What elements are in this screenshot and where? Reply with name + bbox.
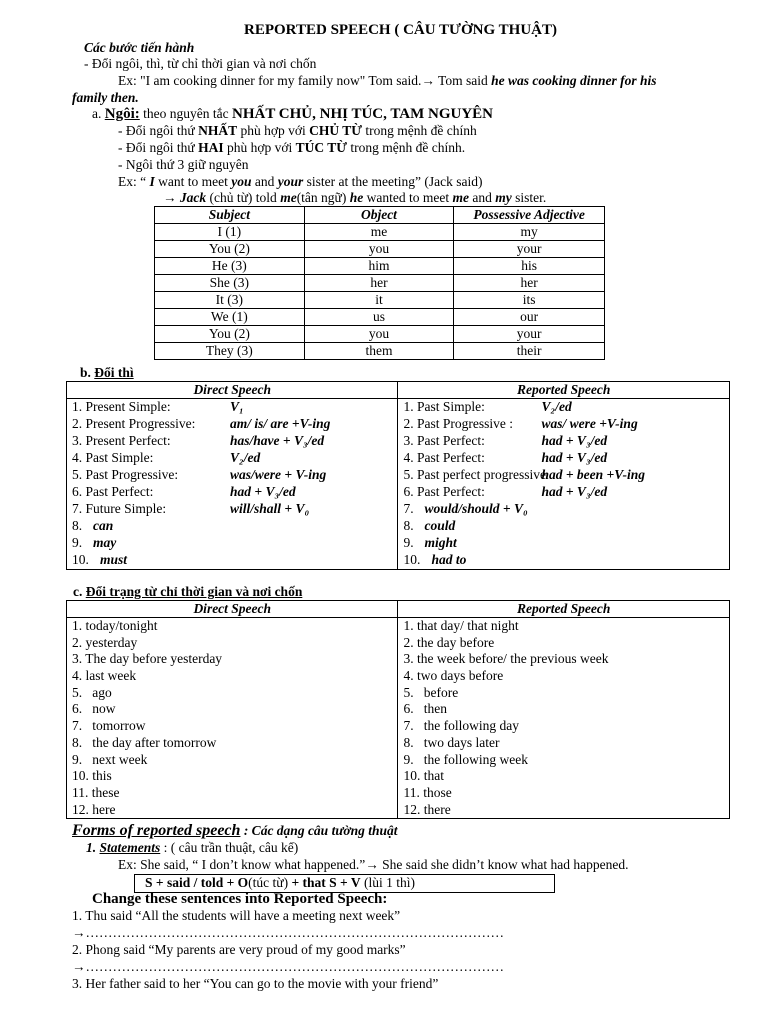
list-item <box>403 635 729 652</box>
table-row <box>155 309 605 326</box>
list-item <box>72 668 397 685</box>
pronoun-example-result: → Jack (chủ từ) told me(tân ngữ) he wanted to meet me and my sister. <box>163 190 547 205</box>
rule-second-person: - Đổi ngôi thứ HAI phù hợp với TÚC TỪ trong mệnh đề chính. <box>118 140 466 155</box>
table-row <box>155 258 605 275</box>
list-item <box>403 651 729 668</box>
list-item <box>403 450 729 467</box>
table-row <box>155 292 605 309</box>
list-item <box>72 518 397 535</box>
tense-formula: was/ were +V-ing <box>541 416 638 431</box>
exercise-answer-1[interactable]: →………………………………………………………………………………… <box>72 925 504 940</box>
table-cell: me <box>304 224 454 241</box>
table-cell: She (3) <box>155 275 305 292</box>
list-item <box>403 535 729 552</box>
list-item-text: 6. then <box>403 701 447 717</box>
forms-heading: Forms of reported speech : Các dạng câu tường thuật <box>72 822 398 839</box>
section-a-heading: a. Ngôi: theo nguyên tắc NHẤT CHỦ, NHỊ TÚC, TAM NGUYÊN <box>92 106 493 122</box>
table-row <box>155 326 605 343</box>
list-item <box>72 416 397 433</box>
list-item-text: 2. yesterday <box>72 634 138 650</box>
list-item <box>72 685 397 702</box>
list-item <box>72 535 397 552</box>
list-item <box>403 668 729 685</box>
table-header: Object <box>304 207 454 224</box>
statements-heading: 1. Statements : ( câu trần thuật, câu kể) <box>86 840 299 855</box>
tense-reported-column <box>398 399 730 570</box>
tense-name: 3. Past Perfect: <box>403 433 485 448</box>
table-header: Direct Speech <box>67 601 398 618</box>
list-item-text: 4. two days before <box>403 668 504 684</box>
list-item <box>72 433 397 450</box>
tense-name: 6. Past Perfect: <box>403 484 485 499</box>
tense-name: 5. Past perfect progressive <box>403 467 546 482</box>
example-1: Ex: "I am cooking dinner for my family now" Tom said.→ Tom said he was cooking dinner for his <box>118 73 657 88</box>
tense-formula: V₂/ed <box>230 450 261 465</box>
tense-name: 2. Present Progressive: <box>72 416 196 431</box>
list-item-text: 10. this <box>72 768 112 784</box>
tense-direct-column <box>67 399 398 570</box>
tense-name: 7. Future Simple: <box>72 501 167 516</box>
table-cell: him <box>304 258 454 275</box>
tense-table <box>66 381 730 570</box>
tense-name: 5. Past Progressive: <box>72 467 179 482</box>
table-cell: them <box>304 343 454 360</box>
tense-name: 9. <box>403 535 414 550</box>
table-cell: He (3) <box>155 258 305 275</box>
list-item-text: 12. here <box>72 801 116 817</box>
tense-name: 9. <box>72 535 83 550</box>
list-item <box>403 685 729 702</box>
list-item <box>403 768 729 785</box>
list-item <box>403 467 729 484</box>
table-cell: its <box>454 292 605 309</box>
list-item <box>72 552 397 569</box>
list-item <box>403 433 729 450</box>
list-item <box>72 484 397 501</box>
list-item-text: 8. the day after tomorrow <box>72 734 217 750</box>
example-1-continuation: family then. <box>72 90 139 105</box>
list-item <box>403 501 729 518</box>
table-row <box>155 224 605 241</box>
exercise-question-2: 2. Phong said “My parents are very proud of my good marks” <box>72 942 406 957</box>
tense-formula: had to <box>431 552 467 567</box>
tense-name: 7. <box>403 501 414 516</box>
tense-formula: will/shall + V₀ <box>230 501 310 516</box>
tense-name: 8. <box>403 518 414 533</box>
list-item-text: 3. The day before yesterday <box>72 651 223 667</box>
table-header: Possessive Adjective <box>454 207 605 224</box>
list-item <box>72 618 397 635</box>
list-item <box>72 651 397 668</box>
page-title: REPORTED SPEECH ( CÂU TƯỜNG THUẬT) <box>244 22 557 38</box>
list-item <box>72 399 397 416</box>
rule-first-person: - Đổi ngôi thứ NHẤT phù hợp với CHỦ TỪ trong mệnh đề chính <box>118 123 477 138</box>
table-cell: your <box>454 326 605 343</box>
table-cell: us <box>304 309 454 326</box>
table-cell: it <box>304 292 454 309</box>
section-c-heading: c. Đổi trạng từ chỉ thời gian và nơi chốn <box>73 584 303 599</box>
list-item-text: 12. there <box>403 801 451 817</box>
list-item <box>72 467 397 484</box>
list-item <box>403 484 729 501</box>
tense-formula: might <box>424 535 457 550</box>
list-item <box>72 735 397 752</box>
table-cell: my <box>454 224 605 241</box>
table-cell: you <box>304 241 454 258</box>
list-item-text: 5. ago <box>72 684 112 700</box>
list-item <box>72 635 397 652</box>
table-cell: their <box>454 343 605 360</box>
tense-formula: could <box>424 518 456 533</box>
rule-third-person: - Ngôi thứ 3 giữ nguyên <box>118 157 249 172</box>
tense-name: 6. Past Perfect: <box>72 484 154 499</box>
list-item <box>72 501 397 518</box>
exercise-answer-2[interactable]: →………………………………………………………………………………… <box>72 959 504 974</box>
list-item-text: 11. those <box>403 784 452 800</box>
list-item <box>403 785 729 802</box>
list-item-text: 10. that <box>403 768 444 784</box>
tense-formula: must <box>100 552 128 567</box>
exercise-heading: Change these sentences into Reported Speech: <box>92 891 388 907</box>
table-cell: you <box>304 326 454 343</box>
list-item <box>403 752 729 769</box>
list-item-text: 11. these <box>72 784 120 800</box>
steps-line: - Đổi ngôi, thì, từ chỉ thời gian và nơi chốn <box>84 56 317 71</box>
tense-formula: would/should + V₀ <box>424 501 528 516</box>
adverb-direct-column <box>67 618 398 819</box>
tense-formula: had + V₃/ed <box>541 484 608 499</box>
list-item <box>72 450 397 467</box>
list-item <box>72 785 397 802</box>
list-item <box>403 416 729 433</box>
table-row <box>155 275 605 292</box>
steps-heading: Các bước tiến hành <box>84 40 195 55</box>
section-b-heading: b. Đổi thì <box>80 365 134 380</box>
tense-formula: had + V₃/ed <box>230 484 296 499</box>
list-item <box>72 718 397 735</box>
list-item <box>72 768 397 785</box>
tense-formula: may <box>93 535 117 550</box>
list-item <box>403 701 729 718</box>
list-item <box>72 701 397 718</box>
table-cell: You (2) <box>155 326 305 343</box>
table-cell: You (2) <box>155 241 305 258</box>
list-item <box>403 399 729 416</box>
list-item-text: 5. before <box>403 684 459 700</box>
list-item <box>403 552 729 569</box>
formula: S + said / told + O(túc từ) + that S + V (lùi 1 thì) <box>145 875 416 890</box>
list-item <box>403 618 729 635</box>
exercise-question-1: 1. Thu said “All the students will have a meeting next week” <box>72 908 401 923</box>
tense-name: 1. Present Simple: <box>72 399 171 414</box>
pronoun-example: Ex: “ I want to meet you and your sister at the meeting” (Jack said) <box>118 174 483 189</box>
list-item-text: 7. the following day <box>403 718 519 734</box>
list-item <box>403 802 729 819</box>
adverb-table <box>66 600 730 819</box>
tense-formula: had + been +V-ing <box>541 467 646 482</box>
tense-name: 4. Past Perfect: <box>403 450 485 465</box>
list-item-text: 6. now <box>72 701 116 717</box>
list-item-text: 1. that day/ that night <box>403 618 519 633</box>
tense-name: 10. <box>403 552 421 567</box>
pronoun-table <box>154 206 605 360</box>
table-row <box>155 241 605 258</box>
statements-example: Ex: She said, “ I don’t know what happened.”→ She said she didn’t know what had happened. <box>118 857 629 872</box>
table-cell: We (1) <box>155 309 305 326</box>
tense-formula: V₂/ed <box>541 399 572 414</box>
table-header: Subject <box>155 207 305 224</box>
tense-formula: V₁ <box>230 399 244 414</box>
exercise-question-3: 3. Her father said to her “You can go to the movie with your friend” <box>72 976 439 991</box>
table-cell: our <box>454 309 605 326</box>
tense-formula: had + V₃/ed <box>541 433 608 448</box>
list-item <box>403 518 729 535</box>
adverb-reported-column <box>398 618 730 819</box>
table-header: Direct Speech <box>67 382 398 399</box>
table-cell: her <box>304 275 454 292</box>
tense-name: 8. <box>72 518 83 533</box>
table-cell: his <box>454 258 605 275</box>
tense-name: 3. Present Perfect: <box>72 433 171 448</box>
tense-formula: am/ is/ are +V-ing <box>230 416 331 431</box>
table-header: Reported Speech <box>398 382 730 399</box>
tense-name: 10. <box>72 552 89 567</box>
list-item-text: 1. today/tonight <box>72 618 158 633</box>
tense-formula: was/were + V-ing <box>230 467 327 482</box>
tense-formula: can <box>93 518 114 533</box>
table-cell: your <box>454 241 605 258</box>
tense-name: 4. Past Simple: <box>72 450 154 465</box>
tense-formula: had + V₃/ed <box>541 450 608 465</box>
tense-name: 2. Past Progressive : <box>403 416 513 431</box>
list-item <box>403 718 729 735</box>
table-cell: her <box>454 275 605 292</box>
table-row <box>155 343 605 360</box>
tense-formula: has/have + V₃/ed <box>230 433 325 448</box>
list-item-text: 4. last week <box>72 668 137 684</box>
list-item-text: 3. the week before/ the previous week <box>403 651 609 667</box>
table-cell: They (3) <box>155 343 305 360</box>
list-item-text: 9. the following week <box>403 751 528 767</box>
table-cell: It (3) <box>155 292 305 309</box>
list-item-text: 7. tomorrow <box>72 718 146 734</box>
list-item <box>72 752 397 769</box>
table-header: Reported Speech <box>398 601 730 618</box>
list-item <box>403 735 729 752</box>
list-item <box>72 802 397 819</box>
list-item-text: 8. two days later <box>403 734 500 750</box>
list-item-text: 9. next week <box>72 751 148 767</box>
table-cell: I (1) <box>155 224 305 241</box>
tense-name: 1. Past Simple: <box>403 399 485 414</box>
list-item-text: 2. the day before <box>403 634 495 650</box>
